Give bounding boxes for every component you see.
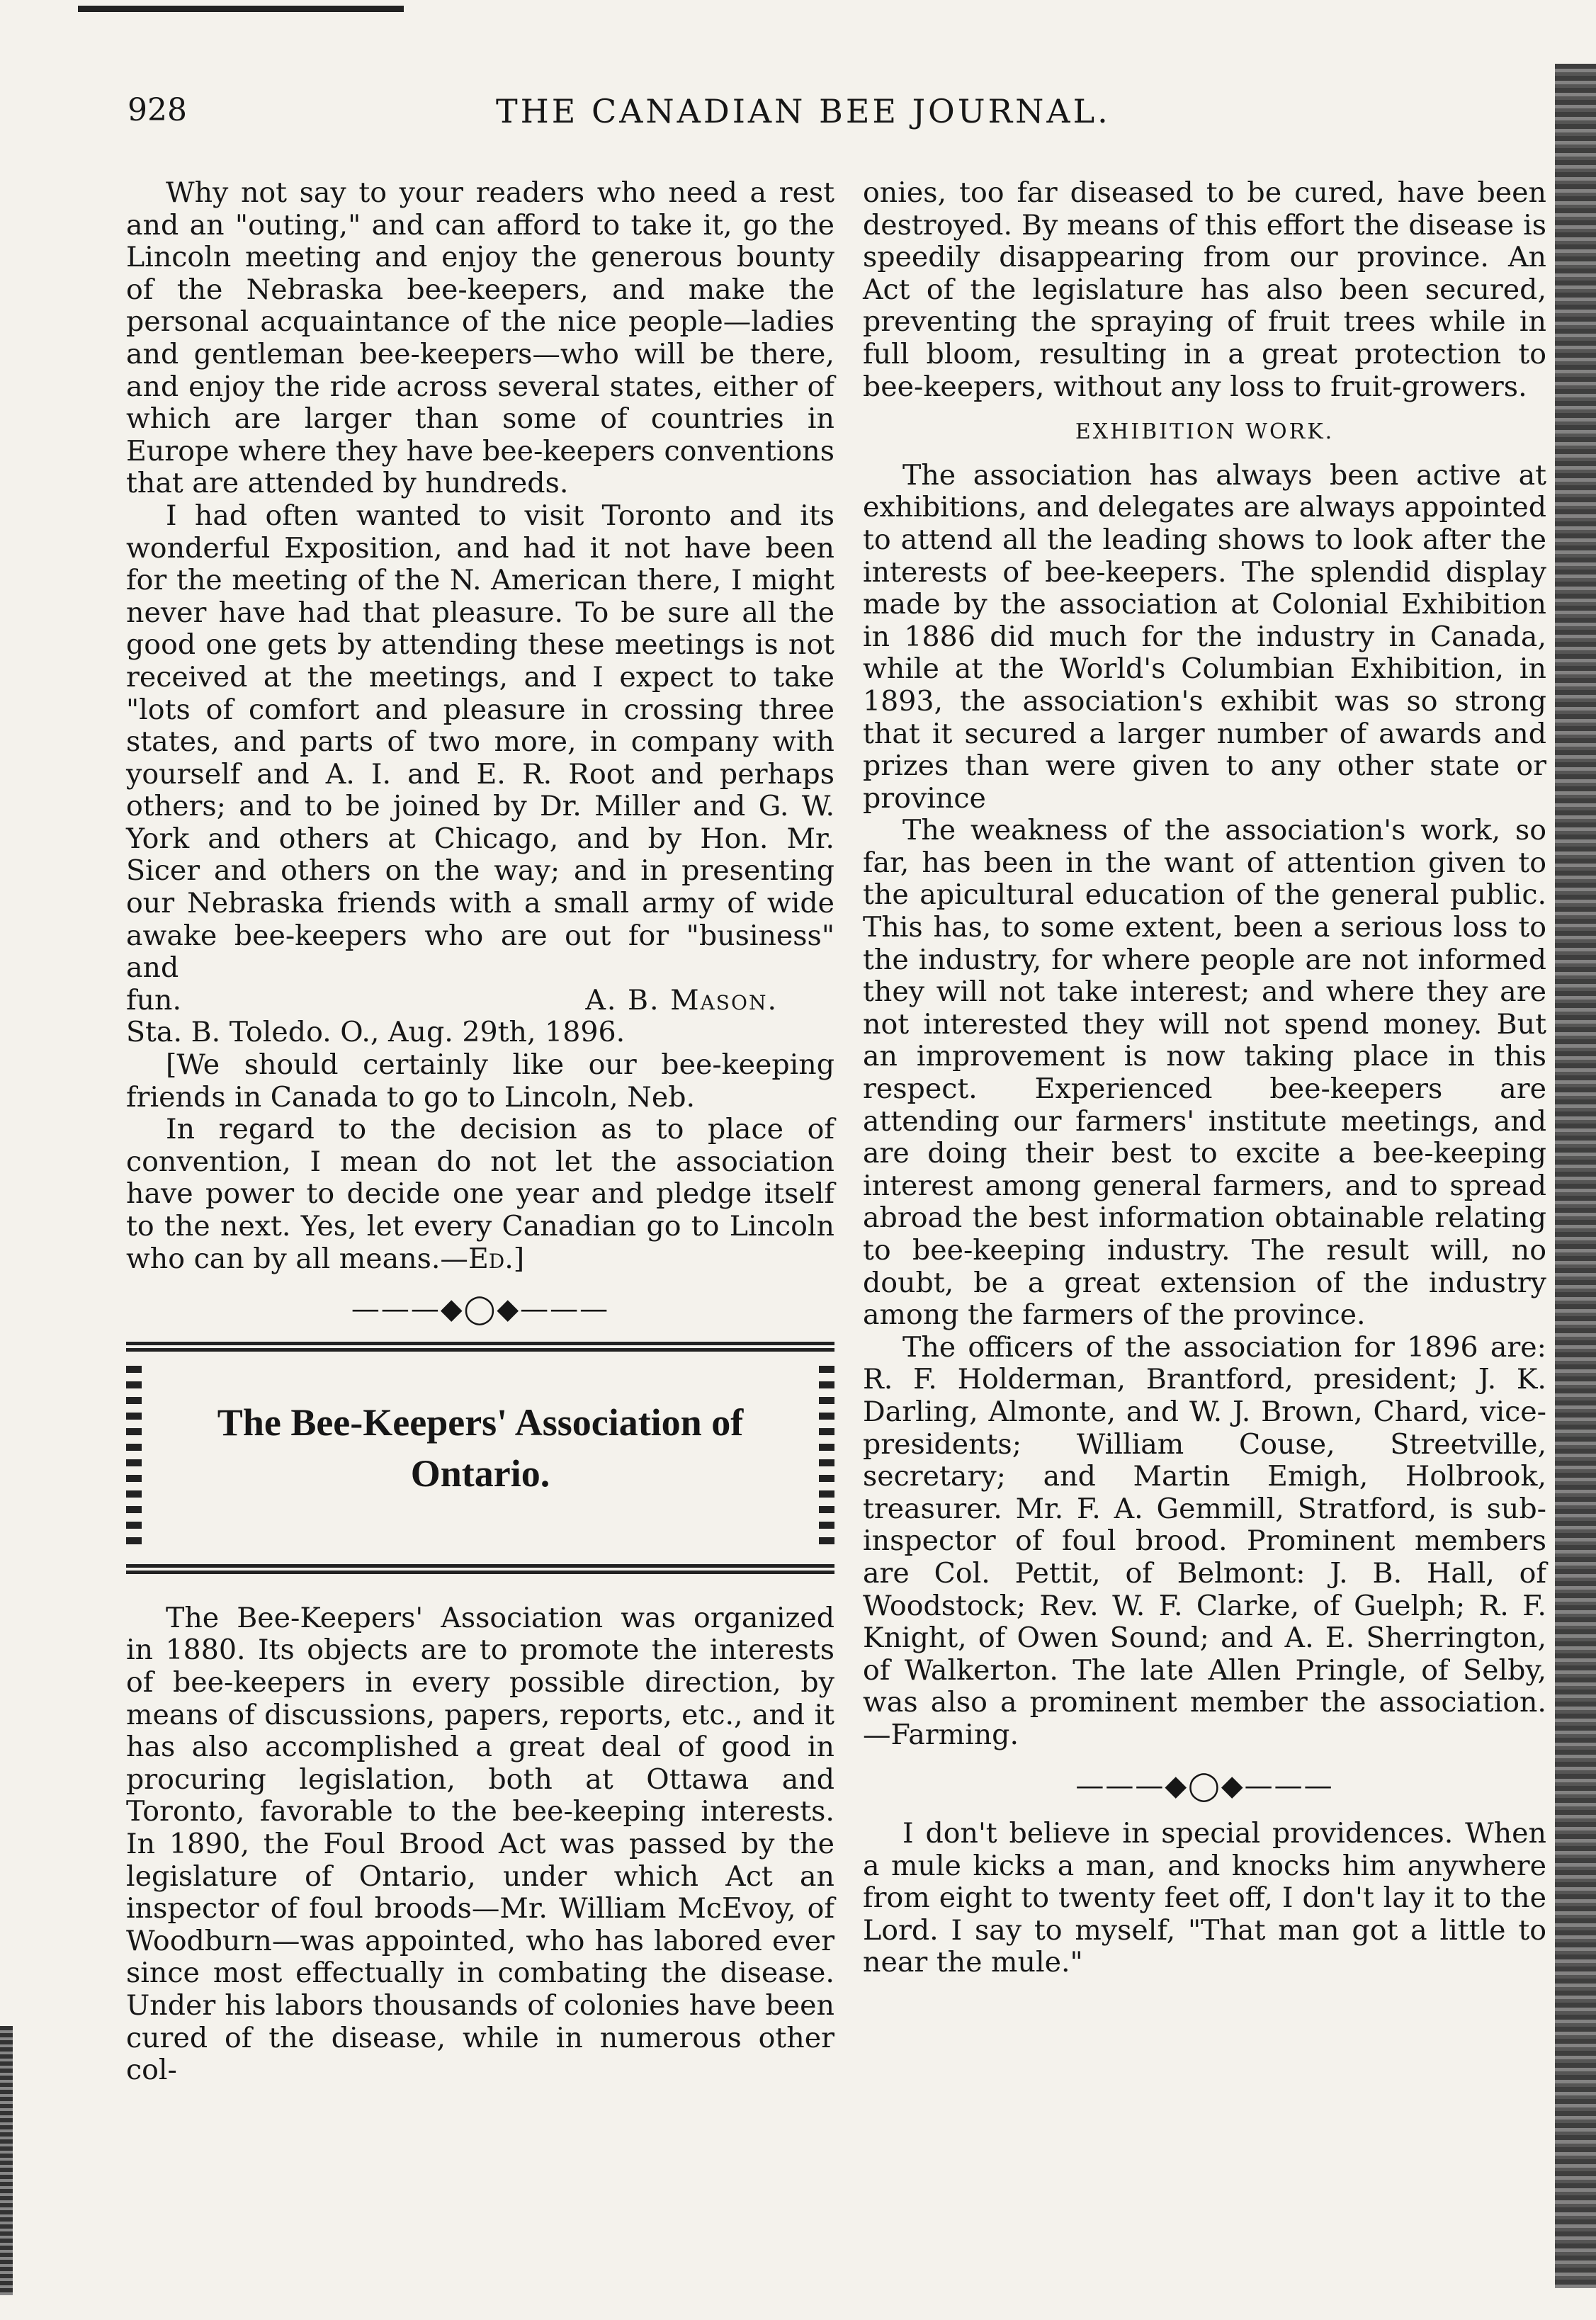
right-paragraph: The officers of the association for 1896 are: R. F. Holderman, Brantford, president; J. K. Darling, Almonte, and W. J. Brown, Chard, vice-presidents; William Couse, Streetville, secretary; and Martin Emigh, Holbrook, treasurer. Mr. F. A. Gemmill, Stratford, is sub-inspector of foul brood. Prominent members are Col. Pettit, of Belmont: J. B. Hall, of Woodstock; Rev. W. F. Clarke, of Guelph; R. F. Knight, of Owen Sound; and A. E. Sherrington, of Walkerton. The late Allen Pringle, of Selby, was also a prominent member the association.—Farming. <box>863 1330 1546 1751</box>
right-paragraph: I don't believe in special providences. When a mule kicks a man, and knocks him anywhere from eight to twenty feet off, I don't lay it to the Lord. I say to myself, "That man got a little to near the mule." <box>863 1817 1546 1979</box>
section-divider: ———◆◯◆——— <box>1075 1769 1334 1802</box>
right-paragraph: onies, too far diseased to be cured, have been destroyed. By means of this effort the disease is speedily disappearing from our province. An Act of the legislature has also been secured, preventing the spraying of fruit trees while in full bloom, resulting in a great protection to bee-keepers, without any loss to fruit-growers. <box>863 176 1546 403</box>
editor-note-text: In regard to the decision as to place of convention, I mean do not let the association have power to decide one year and pledge itself to the next. Yes, let every Canadian go to Lincoln who can by all means.— <box>126 1113 834 1275</box>
signature-line <box>126 985 834 1017</box>
scan-edge-left <box>0 2026 13 2295</box>
left-paragraph: The Bee-Keepers' Association was organized in 1880. Its objects are to promote the interests of bee-keepers in every possible direction, by means of discussions, papers, reports, etc., and it has also accomplished a great deal of good in procuring legislation, both at Ottawa and Toronto, favorable to the bee-keeping interests. In 1890, the Foul Brood Act was passed by the legislature of Ontario, under which Act an inspector of foul broods—Mr. William McEvoy, of Woodburn—was appointed, who has labored ever since most effectually in combating the disease. Under his labors thousands of colonies have been cured of the disease, while in numerous other col- <box>126 1601 834 2087</box>
article-title-box <box>126 1342 834 1574</box>
right-column <box>863 177 1546 1979</box>
scan-edge-right <box>1555 64 1596 2288</box>
section-divider: ———◆◯◆——— <box>351 1293 610 1326</box>
left-column <box>126 177 834 2087</box>
signature-word: fun. <box>126 983 182 1017</box>
article-title: The Bee-Keepers' Association of Ontario. <box>217 1401 744 1495</box>
left-paragraph: I had often wanted to visit Toronto and its wonderful Exposition, and had it not have been for the meeting of the N. American there, I might never have had that pleasure. To be sure all the good one gets by attending these meetings is not received at the meetings, and I expect to take "lots of comfort and pleasure in crossing three states, and parts of two more, in company with yourself and A. I. and E. R. Root and perhaps others; and to be joined by Dr. Miller and G. W. York and others at Chicago, and by Hon. Mr. Sicer and others on the way; and in presenting our Nebraska friends with a small army of wide awake bee-keepers who are out for "business" and <box>126 499 834 985</box>
editor-note <box>126 1114 834 1275</box>
author-name: A. B. Mason. <box>585 983 778 1017</box>
right-paragraph: The association has always been active at exhibitions, and delegates are always appointed to attend all the leading shows to look after the interests of bee-keepers. The splendid display made by the association at Colonial Exhibition in 1886 did much for the industry in Canada, while at the World's Columbian Exhibition, in 1893, the association's exhibit was so strong that it secured a larger number of awards and prizes than were given to any other state or province <box>863 458 1546 815</box>
top-rule <box>78 6 404 12</box>
page-number: 928 <box>128 92 187 128</box>
left-paragraph: Why not say to your readers who need a rest and an "outing," and can afford to take it, go the Lincoln meeting and enjoy the generous bounty of the Nebraska bee-keepers, and make the personal acquaintance of the nice people—ladies and gentleman bee-keepers—who will be there, and enjoy the ride across several states, either of which are larger than some of countries in Europe where they have bee-keepers conventions that are attended by hundreds. <box>126 176 834 500</box>
section-subheading: EXHIBITION WORK. <box>1075 419 1335 445</box>
right-paragraph: The weakness of the association's work, so far, has been in the want of attention given to the apicultural education of the general public. This has, to some extent, been a serious loss to the industry, for where people are not informed they will not take interest; and where they are not interested they will not spend money. But an improvement is now taking place in this respect. Experienced bee-keepers are attending our farmers' institute meetings, and are doing their best to excite a bee-keeping interest among general farmers, and to spread abroad the best information obtainable relating to bee-keeping industry. The result will, no doubt, be a great extension of the industry among the farmers of the province. <box>863 814 1546 1332</box>
dateline: Sta. B. Toledo. O., Aug. 29th, 1896. <box>126 1016 626 1049</box>
editor-note: [We should certainly like our bee-keeping friends in Canada to go to Lincoln, Neb. <box>126 1048 834 1114</box>
running-title: THE CANADIAN BEE JOURNAL. <box>496 92 1111 130</box>
editor-signature: Ed.] <box>468 1242 525 1275</box>
page-header <box>128 92 1530 149</box>
